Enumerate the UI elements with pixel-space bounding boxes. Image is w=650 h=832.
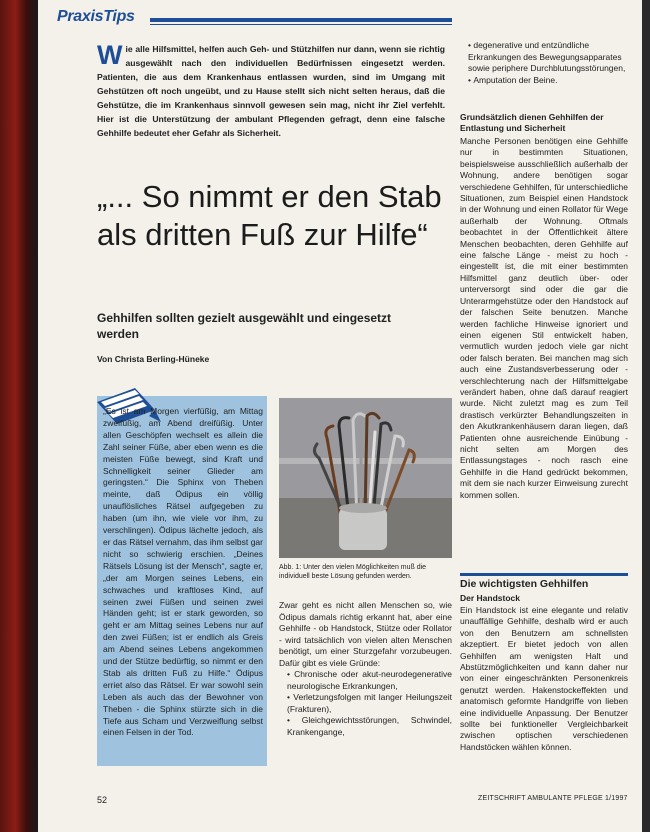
book-spine [0,0,38,832]
col2-paragraph: Zwar geht es nicht allen Menschen so, wie Ödipus damals richtig erkannt hat, aber eine Gehhilfe - ob Handstock, Stütze oder Rollator - wird tatsächlich von vielen alten Menschen benötigt, um einer Sturzgefahr vorzubeugen. Dafür gibt es viele Gründe: [279,600,452,668]
photo-caption: Abb. 1: Unter den vielen Möglichkeiten muß die individuell beste Lösung gefunden werden. [279,564,427,580]
article-headline: „... So nimmt er den Stab als dritten Fuß zur Hilfe“ [97,179,442,252]
umbrella-stand-illustration [279,398,452,558]
journal-footer: ZEITSCHRIFT AMBULANTE PFLEGE 1/1997 [478,795,628,802]
section-header [57,6,452,32]
list-item: • Amputation der Beine. [468,75,628,87]
cane-paragraph: Ein Handstock ist eine elegante und relativ unauffällige Gehhilfe, deshalb wird er auch von den Benutzern am schnellsten akzeptiert. Er bietet jedoch von allen Gehhilfen am wenigsten Halt und Abstützmöglichkeiten und kann daher nur von einer eingeschränkten Personenkreis genutzt werden. Hakenstockeffekten und anatomisch geformte Handgriffe von lieben eine individuelle Anpassung. Der Benutzer sollte bei funktioneller Vergleichbarkeit zwischen optischen verschiedenen Handstöcken wählen können. [460,605,628,752]
lead-paragraph [97,42,445,140]
reasons-list-continued [460,40,628,86]
article-subhead: Gehhilfen sollten gezielt ausgewählt und eingesetzt werden [97,311,392,341]
section-title: PraxisTips [57,8,135,25]
section-heading-relief: Grundsätzlich dienen Gehhilfen der Entlastung und Sicherheit [460,112,604,133]
list-item: • Chronische oder akut-neurodegenerative neurologische Erkrankungen, [287,669,452,692]
column-middle [279,600,452,738]
col3-paragraph: Manche Personen benötigen eine Gehhilfe nur in bestimmten Situationen, beispielsweise ausschließlich außerhalb der Wohnung, andere benötigen sogar verschiedene Gehhilfen, für unterschiedliche Situationen, zum Beispiel einen Handstock in der Wohnung und einen Rollator für Wege außerhalb der Wohnung. Oftmals beobachtet in der Öffentlichkeit ältere Menschen beobachten, deren Gehhilfe auf eine falsche Länge - meist zu hoch - eingestellt ist, die mit einer bestimmten Hilfsmittel ganz deutlich über- oder unterversorgt sind oder die gar die Unterarmgehstütze oder den Handstock auf der falschen Seite benutzen. Manche werden fachliche Hinweise ignoriert und einen eigenen Stil entwickelt haben, vermutlich wurden jedoch viele gar nicht oder falsch beraten. Bei manchen mag sich auch eine Zustandsverbesserung oder -verschlechterung nach der Hilfsmittelgabe verändert haben, ohne daß darauf reagiert wurde. Nicht zuletzt mag es zum Teil drastisch verkürzter Behandlungszeiten in den Akutkrankenhäusern daran liegen, daß Patienten ohne ausreichende Einübung - nicht selten am Morgen des Entlassungstages - noch rasch eine Gehhilfe in die Hand gedrückt bekommen, mit dem sie nach kurzer Einweisung zurecht kommen sollen. [460,136,628,500]
header-rule-thin [150,24,452,25]
lead-text: ie alle Hilfsmittel, helfen auch Geh- und Stützhilfen nur dann, wenn sie richtig ausgewählt nach den individuellen Bedürfnissen eingesetzt werden. Patienten, die aus dem Krankenhaus entlassen wurden, sind im Umgang mit Gehstützen oft noch ungeübt, und zu Hause stellt sich nicht selten heraus, daß die Gehstütze, die im Krankenhaus sinnvoll gewesen sein mag, nicht ihr Ziel verfehlt. Hier ist die Unterstützung der ambulant Pflegenden gefragt, denn eine falsche Gehhilfe bedeutet eher Gefahr als Sicherheit. [97,44,445,138]
subheading-cane: Der Handstock [460,593,520,603]
list-item: • Gleichgewichtsstörungen, Schwindel, Krankengange, [287,715,452,738]
byline: Von Christa Berling-Hüneke [97,354,210,364]
reasons-list [279,669,452,738]
section-heading-walking-aids: Die wichtigsten Gehhilfen [460,578,589,590]
drop-cap: W [97,40,123,70]
column-right-top [460,40,628,86]
header-rule [150,18,452,22]
section-rule [460,573,628,576]
list-item: • Verletzungsfolgen mit langer Heilungszeit (Frakturen), [287,692,452,715]
page-number: 52 [97,795,108,805]
walking-sticks-photo [279,398,452,558]
sidebar-text: „Es ist am Morgen vierfüßig, am Mittag zweifüßig, am Abend dreifüßig. Unter allen Geschöpfen wechselt es allein die Zahl seiner Füße, aber eben wenn es die meisten Füße bewegt, sind Kraft und Schnelligkeit seiner Glieder am geringsten.“ Die Sphinx von Theben meinte, daß Ödipus ein völlig unauflösliches Rätsel aufgegeben zu haben (um ihn, wie viele vor ihm, zu verschlingen). Ödipus lächelte jedoch, als er das Rätsel vernahm, das ihm selbst gar nicht so schwierig erschien. „Deines Rätsels Lösung ist der Mensch“, sagte er, „der am Morgen seines Lebens, ein schwaches und kraftloses Kind, auf seinen zwei Füßen und seinen zwei Händen geht; ist er stark geworden, so geht er am Mittag seines Lebens nur auf den zwei Füßen; ist er endlich als Greis am Abend seines Lebens angekommen und der Stütze bedürftig, so nimmt er den Stab als dritten Fuß zu Hilfe.“ Ödipus erriet also das Rätsel. Er war sowohl sein Leben als auch das der Bewohner von Theben - die Sphinx stürzte sich in die Tiefe aus Scham und Verzweiflung selbst einen Felsen in der Tod. [103,406,263,738]
list-item: • degenerative und entzündliche Erkrankungen des Bewegungsapparates sowie periphere Durchblutungsstörungen, [468,40,628,75]
